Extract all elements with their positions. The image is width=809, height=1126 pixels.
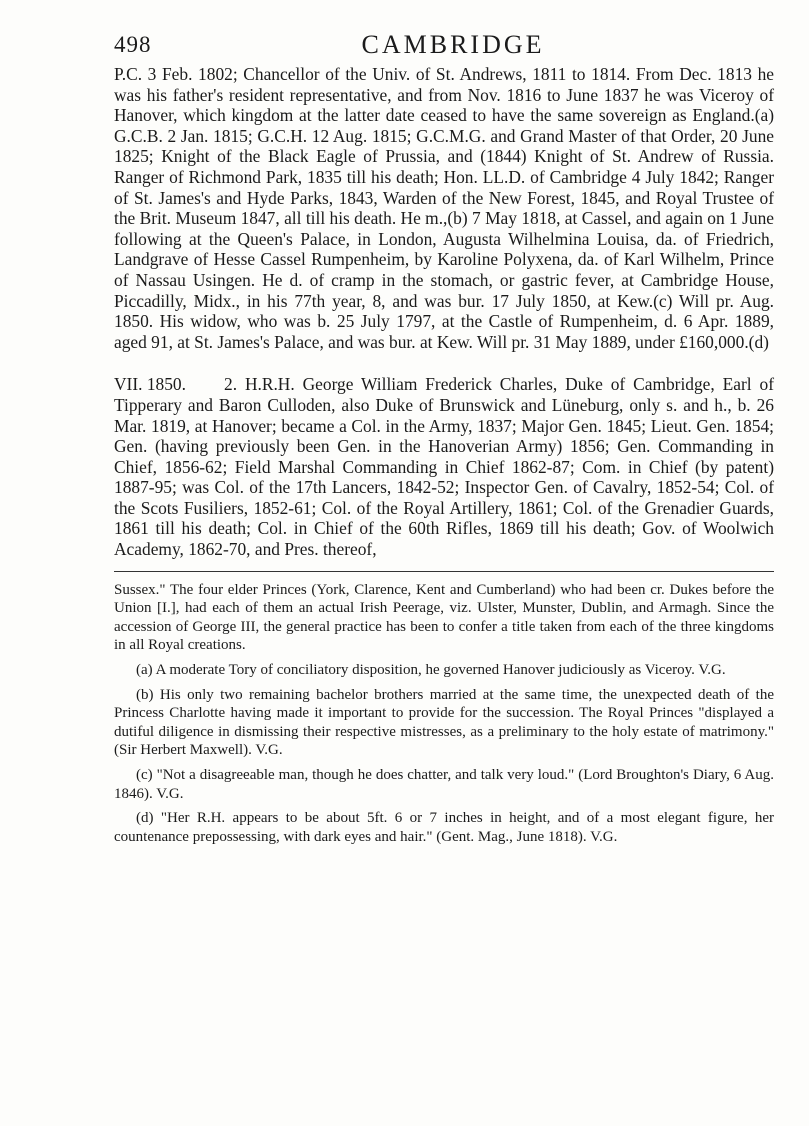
peerage-entry bbox=[114, 374, 774, 559]
body-paragraph: P.C. 3 Feb. 1802; Chancellor of the Univ. of St. Andrews, 1811 to 1814. From Dec. 1813 he was his father's resident representative, and from Nov. 1816 to June 1837 he was Viceroy of Hanover, which kingdom at the latter date ceased to have the same sovereign as England.(a) G.C.B. 2 Jan. 1815; G.C.H. 12 Aug. 1815; G.C.M.G. and Grand Master of that Order, 20 June 1825; Knight of the Black Eagle of Prussia, and (1844) Knight of St. Andrew of Russia. Ranger of Richmond Park, 1835 till his death; Hon. LL.D. of Cambridge 4 July 1842; Ranger of St. James's and Hyde Parks, 1843, Warden of the New Forest, 1845, and Royal Trustee of the Brit. Museum 1847, all till his death. He m.,(b) 7 May 1818, at Cassel, and again on 1 June following at the Queen's Palace, in London, Augusta Wilhelmina Louisa, da. of Friedrich, Landgrave of Hesse Cassel Rumpenheim, by Karoline Polyxena, da. of Karl Wilhelm, Prince of Nassau Usingen. He d. of cramp in the stomach, or gastric fever, at Cambridge House, Piccadilly, Midx., in his 77th year, 8, and was bur. 17 July 1850, at Kew.(c) Will pr. Aug. 1850. His widow, who was b. 25 July 1797, at the Castle of Rumpenheim, d. 6 Apr. 1889, aged 91, at St. James's Palace, and was bur. at Kew. Will pr. 31 May 1889, under £160,000.(d) bbox=[114, 64, 774, 352]
footnote-c: (c) "Not a disagreeable man, though he does chatter, and talk very loud." (Lord Broughton's Diary, 6 Aug. 1846). V.G. bbox=[114, 767, 774, 802]
page-header bbox=[114, 30, 774, 64]
footnote-a: (a) A moderate Tory of conciliatory disposition, he governed Hanover judiciously as Viceroy. V.G. bbox=[136, 662, 726, 679]
footnote-d: (d) "Her R.H. appears to be about 5ft. 6 or 7 inches in height, and of a most elegant figure, her countenance prepossessing, with dark eyes and hair." (Gent. Mag., June 1818). V.G. bbox=[114, 810, 774, 845]
footnote-rule bbox=[114, 571, 774, 572]
book-page bbox=[114, 30, 774, 852]
entry-text: also Duke of Brunswick and Lüneburg, only s. and h., b. 26 Mar. 1819, at Hanover; became a Col. in the Army, 1837; Major Gen. 1845; Lieut. Gen. 1854; Gen. (having previously been Gen. in the Hanoverian Army) 1856; Gen. Commanding in Chief, 1856-62; Field Marshal Commanding in Chief 1862-87; Com. in Chief (by patent) 1887-95; was Col. of the 17th Lancers, 1842-52; Inspector Gen. of Cavalry, 1852-54; Col. of the Scots Fusiliers, 1852-61; Col. of the Royal Artillery, 1861; Col. of the Grenadier Guards, 1861 till his death; Col. in Chief of the 60th Rifles, 1869 till his death; Gov. of Woolwich Academy, 1862-70, and Pres. thereof, bbox=[114, 394, 774, 560]
footnote-b: (b) His only two remaining bachelor brothers married at the same time, the unexpected death of the Princess Charlotte having made it important to provide for the succession. The Royal Princes "displayed a dutiful diligence in dismissing their respective mistresses, as a preliminary to the holy estate of matrimony." (Sir Herbert Maxwell). V.G. bbox=[114, 686, 774, 759]
footnote-continued: Sussex." The four elder Princes (York, Clarence, Kent and Cumberland) who had been cr. Dukes before the Union [I.], had each of them an actual Irish Peerage, viz. Ulster, Munster, Dublin, and Armagh. Since the accession of George III, the general practice has been to confer a title taken from each of the three kingdoms in all Royal creations. bbox=[114, 581, 774, 654]
main-text bbox=[114, 64, 774, 560]
running-title: CAMBRIDGE bbox=[361, 30, 545, 59]
entry-number: VII. 1850. bbox=[114, 374, 186, 395]
page-number: 498 bbox=[114, 32, 152, 57]
footnotes bbox=[114, 581, 774, 847]
entry-heading bbox=[114, 374, 774, 559]
entry-titles: 2. H.R.H. George William Frederick Charles, Duke of Cambridge, Earl of Tipperary and Baron Culloden, bbox=[114, 374, 774, 415]
